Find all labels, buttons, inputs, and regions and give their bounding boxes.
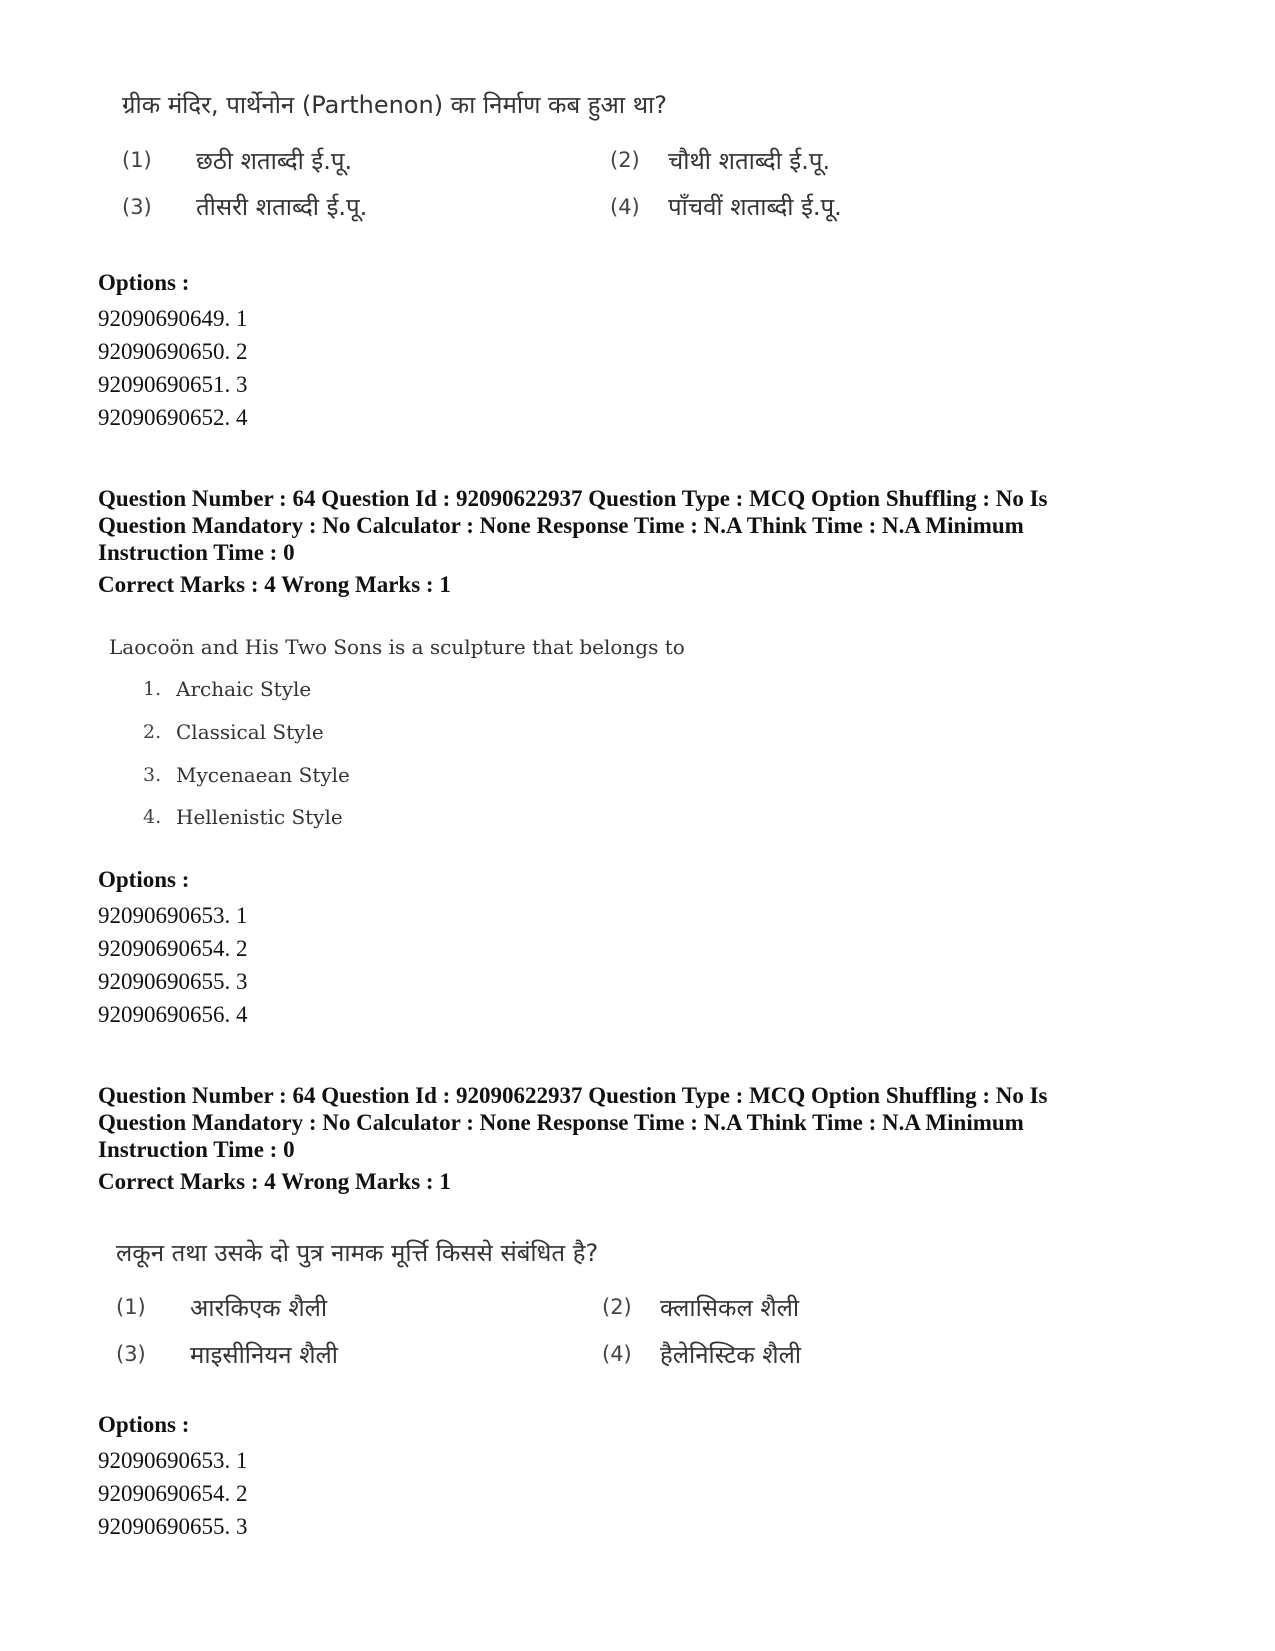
choice-number: (4): [602, 1342, 632, 1366]
question-meta-line: Instruction Time : 0: [98, 1137, 295, 1162]
choice-text: माइसीनियन शैली: [190, 1341, 339, 1369]
question-text-english: Laocoön and His Two Sons is a sculpture that belongs to: [109, 635, 685, 659]
options-list: [98, 1444, 248, 1543]
options-list: [98, 899, 248, 1031]
question-text-hindi: ग्रीक मंदिर, पार्थेनोन (Parthenon) का निर्माण कब हुआ था?: [122, 91, 668, 119]
choice-number: (2): [610, 148, 640, 172]
question-meta-line: Question Mandatory : No Calculator : None Response Time : N.A Think Time : N.A Minimum: [98, 1110, 1024, 1135]
question-meta: [98, 1082, 1188, 1163]
choice-number: (1): [116, 1295, 146, 1319]
options-list: [98, 302, 248, 434]
choice-number: 3.: [143, 764, 162, 786]
question-text-hindi: लकून तथा उसके दो पुत्र नामक मूर्त्ति किससे संबंधित है?: [116, 1239, 599, 1267]
choice-text: चौथी शताब्दी ई.पू.: [668, 147, 831, 175]
choice-text: पाँचवीं शताब्दी ई.पू.: [668, 193, 842, 221]
question-meta-line: Instruction Time : 0: [98, 540, 295, 565]
choice-text: Mycenaean Style: [176, 763, 350, 787]
question-meta-line: Question Number : 64 Question Id : 92090622937 Question Type : MCQ Option Shuffling : No Is: [98, 486, 1048, 511]
choice-number: 1.: [143, 678, 162, 700]
choice-text: Classical Style: [176, 720, 324, 744]
choice-text: Hellenistic Style: [176, 805, 343, 829]
option-item: 92090690649. 1: [98, 306, 248, 331]
choice-text: छठी शताब्दी ई.पू.: [196, 147, 353, 175]
question-marks: Correct Marks : 4 Wrong Marks : 1: [98, 1169, 451, 1194]
choice-number: (3): [122, 195, 152, 219]
choice-number: (3): [116, 1342, 146, 1366]
choice-text: तीसरी शताब्दी ई.पू.: [196, 193, 368, 221]
option-item: 92090690655. 3: [98, 1514, 248, 1539]
choice-number: (2): [602, 1295, 632, 1319]
option-item: 92090690654. 2: [98, 936, 248, 961]
choice-text: आरकिएक शैली: [190, 1294, 328, 1322]
question-marks: Correct Marks : 4 Wrong Marks : 1: [98, 572, 451, 597]
choice-number: (4): [610, 195, 640, 219]
options-heading: Options :: [98, 867, 190, 892]
choice-text: हैलेनिस्टिक शैली: [660, 1341, 802, 1369]
question-meta-line: Question Number : 64 Question Id : 92090622937 Question Type : MCQ Option Shuffling : No Is: [98, 1083, 1048, 1108]
options-heading: Options :: [98, 1412, 190, 1437]
question-meta: [98, 485, 1188, 566]
option-item: 92090690651. 3: [98, 372, 248, 397]
choice-text: Archaic Style: [176, 677, 312, 701]
option-item: 92090690650. 2: [98, 339, 248, 364]
choice-number: 4.: [143, 806, 162, 828]
option-item: 92090690653. 1: [98, 1448, 248, 1473]
option-item: 92090690652. 4: [98, 405, 248, 430]
choice-text: क्लासिकल शैली: [660, 1294, 800, 1322]
question-meta-line: Question Mandatory : No Calculator : None Response Time : N.A Think Time : N.A Minimum: [98, 513, 1024, 538]
option-item: 92090690653. 1: [98, 903, 248, 928]
choice-number: (1): [122, 148, 152, 172]
option-item: 92090690656. 4: [98, 1002, 248, 1027]
option-item: 92090690654. 2: [98, 1481, 248, 1506]
options-heading: Options :: [98, 270, 190, 295]
choice-number: 2.: [143, 721, 162, 743]
option-item: 92090690655. 3: [98, 969, 248, 994]
